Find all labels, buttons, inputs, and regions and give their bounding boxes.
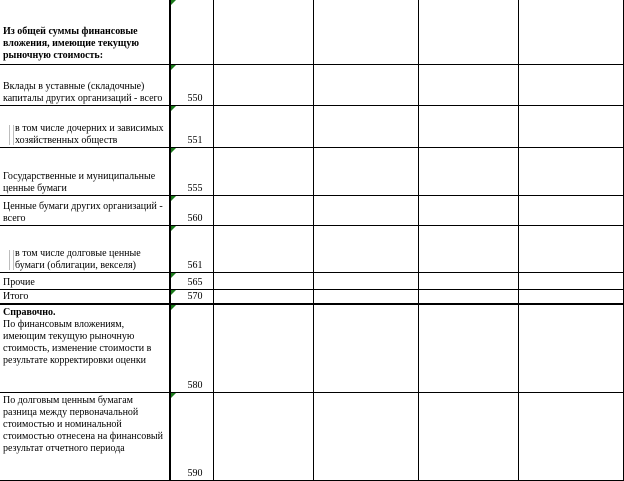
value-cell[interactable] — [518, 225, 623, 272]
value-cell[interactable] — [313, 289, 418, 304]
row-label-text: в том числе дочерних и зависимых хозяйственных обществ — [15, 122, 164, 146]
value-cell[interactable] — [213, 225, 313, 272]
line-code: 561 — [187, 259, 203, 271]
value-cell[interactable] — [418, 272, 518, 289]
line-code-cell[interactable] — [170, 147, 213, 195]
line-code-cell[interactable] — [170, 272, 213, 289]
value-cell[interactable] — [418, 195, 518, 225]
table-row — [0, 147, 623, 195]
row-label[interactable] — [0, 64, 170, 105]
line-code-cell[interactable] — [170, 64, 213, 105]
value-cell[interactable] — [418, 289, 518, 304]
table-row — [0, 225, 623, 272]
line-code: 550 — [187, 92, 203, 104]
row-label[interactable] — [0, 272, 170, 289]
row-label-text: Прочие — [3, 276, 35, 288]
value-cell[interactable] — [418, 105, 518, 147]
value-cell[interactable] — [418, 0, 518, 64]
value-cell[interactable] — [313, 195, 418, 225]
value-cell[interactable] — [213, 195, 313, 225]
value-cell[interactable] — [518, 304, 623, 392]
value-cell[interactable] — [518, 289, 623, 304]
value-cell[interactable] — [518, 147, 623, 195]
table-row — [0, 105, 623, 147]
line-code: 590 — [187, 467, 203, 479]
value-cell[interactable] — [213, 64, 313, 105]
row-label-text: Вклады в уставные (складочные) капиталы других организаций - всего — [3, 80, 163, 104]
value-cell[interactable] — [313, 272, 418, 289]
table-row — [0, 304, 623, 392]
value-cell[interactable] — [418, 392, 518, 480]
row-label-indented[interactable] — [0, 225, 170, 272]
value-cell[interactable] — [518, 392, 623, 480]
table-row — [0, 64, 623, 105]
value-cell[interactable] — [213, 272, 313, 289]
row-label-indented[interactable] — [0, 105, 170, 147]
value-cell[interactable] — [313, 105, 418, 147]
row-label-heading[interactable] — [0, 0, 170, 64]
value-cell[interactable] — [418, 304, 518, 392]
value-cell[interactable] — [518, 105, 623, 147]
value-cell[interactable] — [313, 64, 418, 105]
value-cell[interactable] — [213, 105, 313, 147]
line-code: 560 — [187, 212, 203, 224]
line-code-cell[interactable] — [170, 225, 213, 272]
row-label[interactable] — [0, 289, 170, 304]
value-cell[interactable] — [313, 304, 418, 392]
row-label[interactable] — [0, 195, 170, 225]
table-row — [0, 392, 623, 480]
line-code-cell[interactable] — [170, 289, 213, 304]
value-cell[interactable] — [213, 392, 313, 480]
line-code: 551 — [187, 134, 203, 146]
line-code-cell[interactable] — [170, 0, 213, 64]
line-code-cell[interactable] — [170, 304, 213, 392]
value-cell[interactable] — [418, 225, 518, 272]
value-cell[interactable] — [418, 147, 518, 195]
row-label-text: Из общей суммы финансовые вложения, имеющие текущую рыночную стоимость: — [3, 25, 139, 61]
table-row — [0, 272, 623, 289]
value-cell[interactable] — [213, 304, 313, 392]
row-label-text: Итого — [3, 291, 29, 302]
row-label[interactable] — [0, 147, 170, 195]
value-cell[interactable] — [213, 289, 313, 304]
table-row — [0, 195, 623, 225]
row-label[interactable] — [0, 392, 170, 480]
value-cell[interactable] — [518, 64, 623, 105]
table-row — [0, 0, 623, 64]
row-label-text: в том числе долговые ценные бумаги (облигации, векселя) — [15, 247, 141, 271]
line-code: 555 — [187, 182, 203, 194]
row-label[interactable] — [0, 304, 170, 392]
value-cell[interactable] — [313, 392, 418, 480]
reference-heading: Справочно. — [3, 307, 56, 318]
line-code: 565 — [187, 276, 203, 288]
value-cell[interactable] — [518, 195, 623, 225]
line-code-cell[interactable] — [170, 392, 213, 480]
value-cell[interactable] — [213, 0, 313, 64]
row-label-text: Ценные бумаги других организаций - всего — [3, 200, 163, 224]
line-code: 580 — [187, 379, 203, 391]
value-cell[interactable] — [313, 0, 418, 64]
line-code-cell[interactable] — [170, 105, 213, 147]
value-cell[interactable] — [418, 64, 518, 105]
line-code: 570 — [187, 291, 203, 302]
value-cell[interactable] — [313, 147, 418, 195]
row-label-text: По финансовым вложениям, имеющим текущую рыночную стоимость, изменение стоимости в результате корректировки оценки — [3, 319, 152, 366]
value-cell[interactable] — [518, 0, 623, 64]
value-cell[interactable] — [518, 272, 623, 289]
table-row — [0, 289, 623, 304]
value-cell[interactable] — [313, 225, 418, 272]
line-code-cell[interactable] — [170, 195, 213, 225]
row-label-text: По долговым ценным бумагам разница между первоначальной стоимостью и номинальной стоимостью отнесена на финансовый результат отчетного периода — [3, 394, 164, 454]
row-label-text: Государственные и муниципальные ценные бумаги — [3, 170, 156, 194]
value-cell[interactable] — [213, 147, 313, 195]
